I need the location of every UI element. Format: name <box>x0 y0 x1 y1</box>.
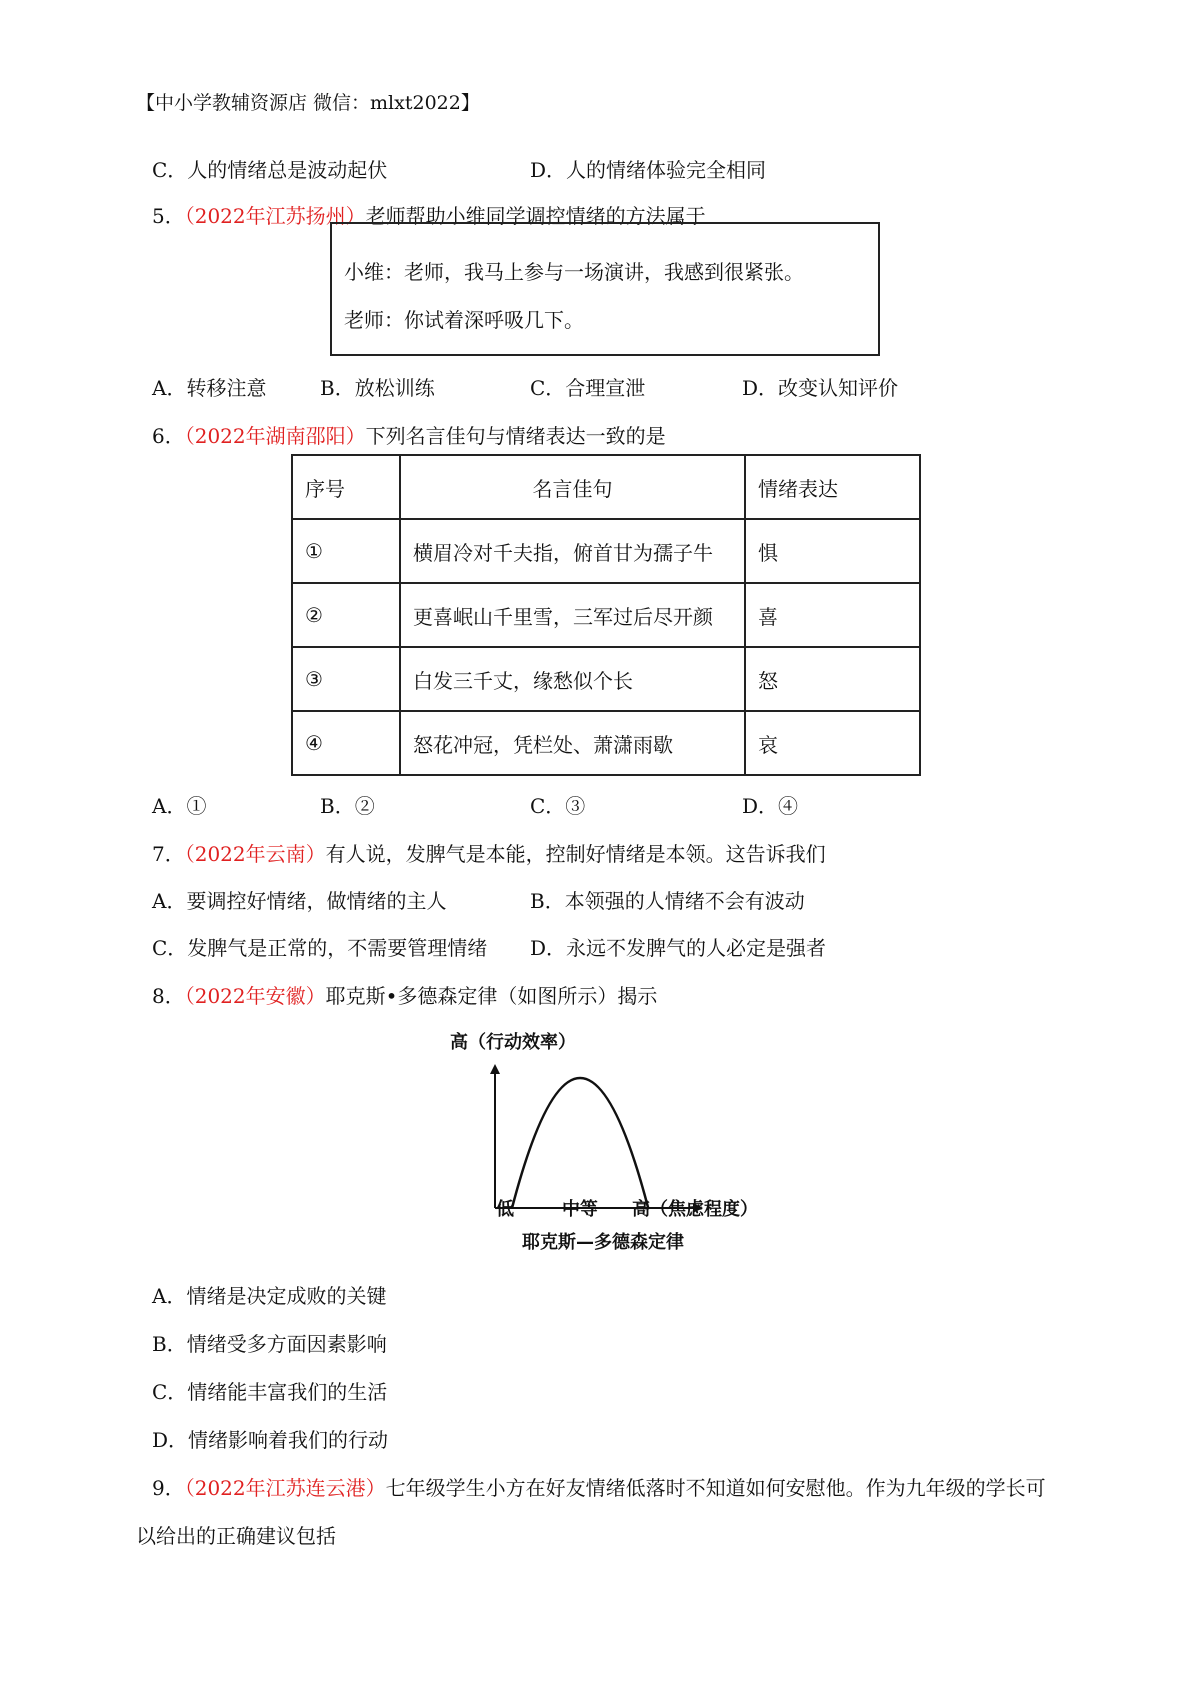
page-header: 【中小学教辅资源店 微信：mlxt2022】 <box>136 92 480 114</box>
table-cell: ③ <box>292 647 400 711</box>
question-number: 9． <box>152 1476 185 1500</box>
q6-option-d: D．④ <box>742 794 799 818</box>
q6-option-b: B．② <box>320 794 375 818</box>
table-cell: 惧 <box>745 519 920 583</box>
q7-option-b: B．本领强的人情绪不会有波动 <box>530 889 805 913</box>
yerkes-dodson-chart <box>440 1025 780 1255</box>
table-row <box>292 583 920 647</box>
question-number: 5． <box>152 204 185 228</box>
quotes-table <box>291 454 921 776</box>
question-stem: 七年级学生小方在好友情绪低落时不知道如何安慰他。作为九年级的学长可 <box>385 1476 1046 1500</box>
q8-option-d: D．情绪影响着我们的行动 <box>152 1428 389 1452</box>
q8-option-b: B．情绪受多方面因素影响 <box>152 1332 387 1356</box>
q6-option-a: A．① <box>152 794 207 818</box>
question-number: 8． <box>152 984 185 1008</box>
question-number: 7． <box>152 842 185 866</box>
dialog-box <box>330 222 880 356</box>
table-cell: ④ <box>292 711 400 775</box>
table-header: 名言佳句 <box>400 455 745 519</box>
question-6 <box>152 420 666 449</box>
question-stem: 有人说，发脾气是本能，控制好情绪是本领。这告诉我们 <box>325 842 826 866</box>
q5-option-d: D．改变认知评价 <box>742 376 899 400</box>
q6-option-c: C．③ <box>530 794 586 818</box>
table-row <box>292 519 920 583</box>
question-stem: 老师帮助小维同学调控情绪的方法属于 <box>365 204 706 228</box>
table-cell: 哀 <box>745 711 920 775</box>
q4-option-c: C．人的情绪总是波动起伏 <box>152 158 388 182</box>
question-source: （2022年云南） <box>184 842 326 866</box>
q5-option-c: C．合理宣泄 <box>530 376 646 400</box>
chart-title: 耶克斯—多德森定律 <box>522 1232 684 1253</box>
x-tick-high: 高（焦虑程度） <box>632 1199 758 1220</box>
question-source: （2022年安徽） <box>184 984 326 1008</box>
q7-option-c: C．发脾气是正常的，不需要管理情绪 <box>152 936 488 960</box>
x-tick-medium: 中等 <box>562 1199 598 1220</box>
table-header: 序号 <box>292 455 400 519</box>
question-7 <box>152 838 826 867</box>
table-cell: 横眉冷对千夫指，俯首甘为孺子牛 <box>400 519 745 583</box>
chart-ylabel: 高（行动效率） <box>450 1032 576 1053</box>
q8-option-c: C．情绪能丰富我们的生活 <box>152 1380 388 1404</box>
question-source: （2022年江苏连云港） <box>184 1476 386 1500</box>
table-row <box>292 647 920 711</box>
x-tick-low: 低 <box>496 1199 514 1220</box>
table-cell: 白发三千丈，缘愁似个长 <box>400 647 745 711</box>
dialog-line: 小维：老师，我马上参与一场演讲，我感到很紧张。 <box>344 260 804 284</box>
question-source: （2022年江苏扬州） <box>184 204 366 228</box>
question-stem: 耶克斯•多德森定律（如图所示）揭示 <box>325 984 658 1008</box>
table-row <box>292 711 920 775</box>
table-cell: 喜 <box>745 583 920 647</box>
q5-option-a: A．转移注意 <box>152 376 267 400</box>
table-cell: ② <box>292 583 400 647</box>
table-cell: 怒 <box>745 647 920 711</box>
efficiency-curve <box>512 1078 648 1208</box>
question-number: 6． <box>152 424 185 448</box>
question-8 <box>152 980 657 1009</box>
question-stem: 下列名言佳句与情绪表达一致的是 <box>365 424 666 448</box>
table-cell: 怒花冲冠，凭栏处、萧潇雨歇 <box>400 711 745 775</box>
table-cell: ① <box>292 519 400 583</box>
q8-option-a: A．情绪是决定成败的关键 <box>152 1284 387 1308</box>
q7-option-d: D．永远不发脾气的人必定是强者 <box>530 936 827 960</box>
q4-option-d: D．人的情绪体验完全相同 <box>530 158 767 182</box>
table-cell: 更喜岷山千里雪，三军过后尽开颜 <box>400 583 745 647</box>
question-source: （2022年湖南邵阳） <box>184 424 366 448</box>
question-9 <box>152 1472 1046 1501</box>
dialog-line: 老师：你试着深呼吸几下。 <box>344 308 584 332</box>
question-9-continued: 以给出的正确建议包括 <box>136 1524 336 1548</box>
q5-option-b: B．放松训练 <box>320 376 435 400</box>
q7-option-a: A．要调控好情绪，做情绪的主人 <box>152 889 447 913</box>
table-header: 情绪表达 <box>745 455 920 519</box>
table-header-row <box>292 455 920 519</box>
